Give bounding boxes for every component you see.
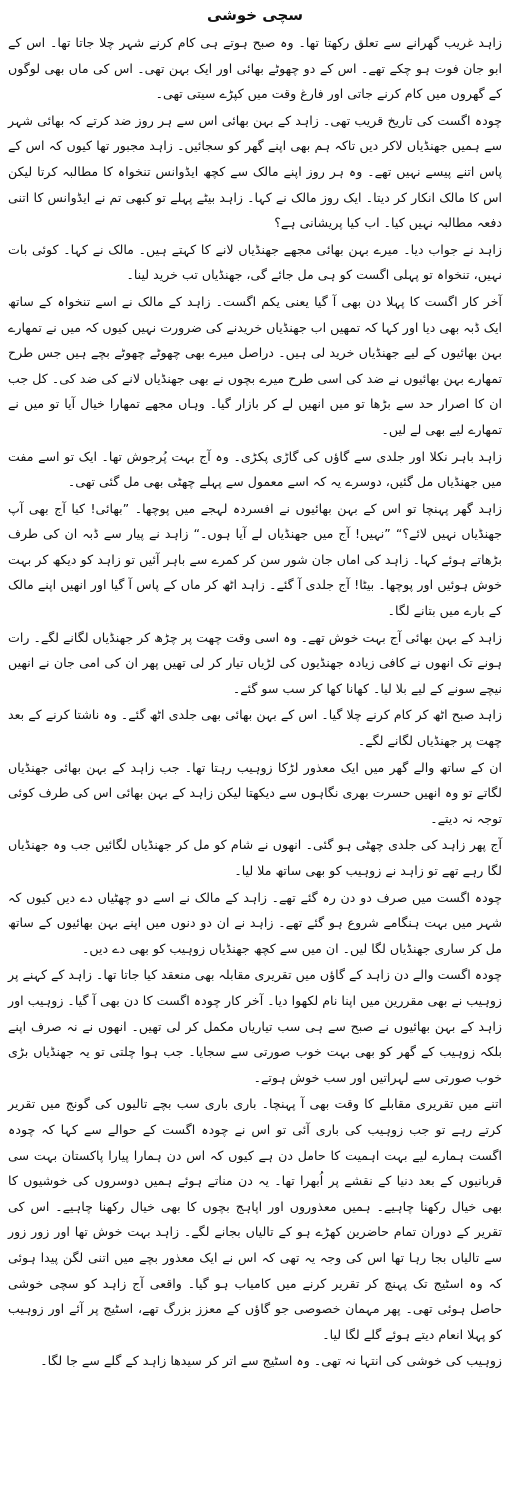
paragraph: زاہد غریب گھرانے سے تعلق رکھتا تھا۔ وہ صبح ہوتے ہی کام کرنے شہر چلا جاتا تھا۔ اس کے ابو جان فوت ہو چکے تھے۔ اس کے دو چھوٹے بھائی اور ایک بہن تھی۔ اس کی ماں بھی لوگوں کے گھروں میں کام کرنے جاتی اور فارغ وقت میں کپڑے سیتی تھی۔	[8, 35, 502, 102]
paragraph: چودہ اگست کی تاریخ قریب تھی۔ زاہد کے بہن بھائی اس سے ہر روز ضد کرتے کہ بھائی شہر سے ہمیں جھنڈیاں لاکر دیں تاکہ ہم بھی اپنے گھر کو سجائیں۔ زاہد مجبور تھا کیوں کہ اس کے پاس اتنے پیسے نہیں تھے۔ وہ ہر روز اپنے مالک سے کچھ ایڈوانس تنخواہ کا مطالبہ کرتا لیکن اس کا مالک انکار کر دیتا۔ ایک روز مالک نے کہا۔ زاہد بیٹے پہلے تو کبھی تم نے ایڈوانس کا اتنی دفعہ مطالبہ نہیں کیا۔ اب کیا پریشانی ہے؟	[8, 112, 502, 231]
paragraph: چودہ اگست میں صرف دو دن رہ گئے تھے۔ زاہد کے مالک نے اسے دو چھٹیاں دے دیں کیوں کہ شہر میں بہت ہنگامے شروع ہو گئے تھے۔ زاہد نے ان دو دنوں میں اپنے بہن بھائیوں کے ساتھ مل کر ساری جھنڈیاں لگا لیں۔ ان میں سے کچھ جھنڈیاں زوہیب کو بھی دے دیں۔	[8, 889, 502, 956]
paragraph: زاہد گھر پہنچا تو اس کے بہن بھائیوں نے افسردہ لہجے میں پوچھا۔ ”بھائی! کیا آج بھی آپ جھنڈیاں نہیں لائے؟“ ”نہیں! آج میں جھنڈیاں لے آیا ہوں۔“ زاہد نے پیار سے ڈبہ ان کی طرف بڑھاتے ہوئے کہا۔ زاہد کی اماں جان شور سن کر کمرے سے باہر آئیں تو زاہد کو دیکھ کر بہت خوش ہوئیں اور پوچھا۔ بیٹا! آج جلدی آ گئے۔ زاہد اٹھ کر ماں کے پاس آ گیا اور انھیں اپنے مالک کے بارے میں بتانے لگا۔	[8, 500, 502, 619]
paragraph: اتنے میں تقریری مقابلے کا وقت بھی آ پہنچا۔ باری باری سب بچے تالیوں کی گونج میں تقریر کرتے رہے تو جب زوہیب کی باری آئی تو اس نے چودہ اگست کے حوالے سے کہا کہ چودہ اگست ہمارے لیے بہت اہمیت کا حامل دن ہے کیوں کہ اس دن ہمارا پیارا پاکستان بہت سی قربانیوں کے بعد دنیا کے نقشے پر اُبھرا تھا۔ یہ دن مناتے ہوئے ہمیں دوسروں کی خوشیوں کا بھی خیال رکھنا چاہیے۔ ہمیں معذوروں اور اپاہج بچوں کا بھی خیال رکھنا چاہیے۔ اس کی تقریر کے دوران تمام حاضرین کھڑے ہو کے تالیاں بجانے لگے۔ زاہد بہت خوش تھا اور زور زور سے تالیاں بجا رہا تھا اس کی وجہ یہ تھی کہ اس نے ایک معذور بچے میں اتنی لگن پیدا ہوئی کہ وہ اسٹیج تک پہنچ کر تقریر کرنے میں کامیاب ہو گیا۔ واقعی آج زاہد کو سچی خوشی حاصل ہوئی تھی۔ پھر مہمان خصوصی جو گاؤں کے معزز بزرگ تھے، اسٹیج پر آئے اور زوہیب کو پہلا انعام دیتے ہوئے گلے لگا لیا۔	[8, 1096, 502, 1342]
paragraph: چودہ اگست والے دن زاہد کے گاؤں میں تقریری مقابلہ بھی منعقد کیا جاتا تھا۔ زاہد کے کہنے پر زوہیب نے بھی مقررین میں اپنا نام لکھوا دیا۔ آخر کار چودہ اگست کا دن بھی آ گیا۔ زوہیب اور زاہد کے بہن بھائیوں نے صبح سے ہی سب تیاریاں مکمل کر لی تھیں۔ انھوں نے نہ صرف اپنے بلکہ زوہیب کے گھر کو بھی بہت خوب صورتی سے سجایا۔ جب ہوا چلتی تو یہ جھنڈیاں بڑی خوب صورتی سے لہراتیں اور سب خوش ہوتے۔	[8, 967, 502, 1085]
paragraph: ان کے ساتھ والے گھر میں ایک معذور لڑکا زوہیب رہتا تھا۔ جب زاہد کے بہن بھائی جھنڈیاں لگاتے تو وہ انھیں حسرت بھری نگاہوں سے دیکھتا لیکن زاہد کے بہن بھائی اس کی طرف کوئی توجہ نہ دیتے۔	[8, 759, 502, 826]
paragraph: آج پھر زاہد کی جلدی چھٹی ہو گئی۔ انھوں نے شام کو مل کر جھنڈیاں لگائیں جب وہ جھنڈیاں لگا رہے تھے تو زاہد نے زوہیب کو بھی ساتھ ملا لیا۔	[8, 837, 502, 878]
paragraph: زاہد باہر نکلا اور جلدی سے گاؤں کی گاڑی پکڑی۔ وہ آج بہت پُرجوش تھا۔ ایک تو اسے مفت میں جھنڈیاں مل گئیں، دوسرے یہ کہ اسے معمول سے پہلے چھٹی بھی مل گئی تھی۔	[8, 448, 502, 490]
article-title: سچی خوشی	[206, 6, 304, 24]
paragraph: آخر کار اگست کا پہلا دن بھی آ گیا یعنی یکم اگست۔ زاہد کے مالک نے اسے تنخواہ کے ساتھ ایک ڈبہ بھی دیا اور کہا کہ تمھیں اب جھنڈیاں خریدنے کی ضرورت نہیں کیوں کہ میں نے تمھارے بہن بھائیوں کے لیے جھنڈیاں خرید لی ہیں۔ دراصل میرے بھی چھوٹے چھوٹے بچے ہیں جس طرح تمھارے بہن بھائیوں نے ضد کی اسی طرح میرے بچوں نے بھی جھنڈیاں لانے کی ضد کی۔ کل جب ان کا اصرار حد سے بڑھا تو میں انھیں لے کر بازار گیا۔ وہاں مجھے تمھارا خیال آیا تو میں نے تمھارے لیے بھی لے لیں۔	[8, 293, 502, 437]
paragraph: زاہد نے جواب دیا۔ میرے بہن بھائی مجھے جھنڈیاں لانے کا کہتے ہیں۔ مالک نے کہا۔ کوئی بات نہیں، تنخواہ تو پہلی اگست کو ہی مل جائے گی، جھنڈیاں تب خرید لینا۔	[8, 241, 502, 283]
paragraph: زاہد کے بہن بھائی آج بہت خوش تھے۔ وہ اسی وقت چھت پر چڑھ کر جھنڈیاں لگانے لگے۔ رات ہونے تک انھوں نے کافی زیادہ جھنڈیوں کی لڑیاں تیار کر لی تھیں پھر ان کی امی جان نے انھیں نیچے سونے کے لیے بلا لیا۔ کھانا کھا کر سب سو گئے۔	[8, 629, 502, 696]
paragraph: زاہد صبح اٹھ کر کام کرنے چلا گیا۔ اس کے بہن بھائی بھی جلدی اٹھ گئے۔ وہ ناشتا کرنے کے بعد چھت پر جھنڈیاں لگانے لگے۔	[8, 707, 502, 749]
paragraph: زوہیب کی خوشی کی انتہا نہ تھی۔ وہ اسٹیج سے اتر کر سیدھا زاہد کے گلے سے جا لگا۔	[40, 1353, 502, 1369]
article-body	[8, 30, 502, 1374]
